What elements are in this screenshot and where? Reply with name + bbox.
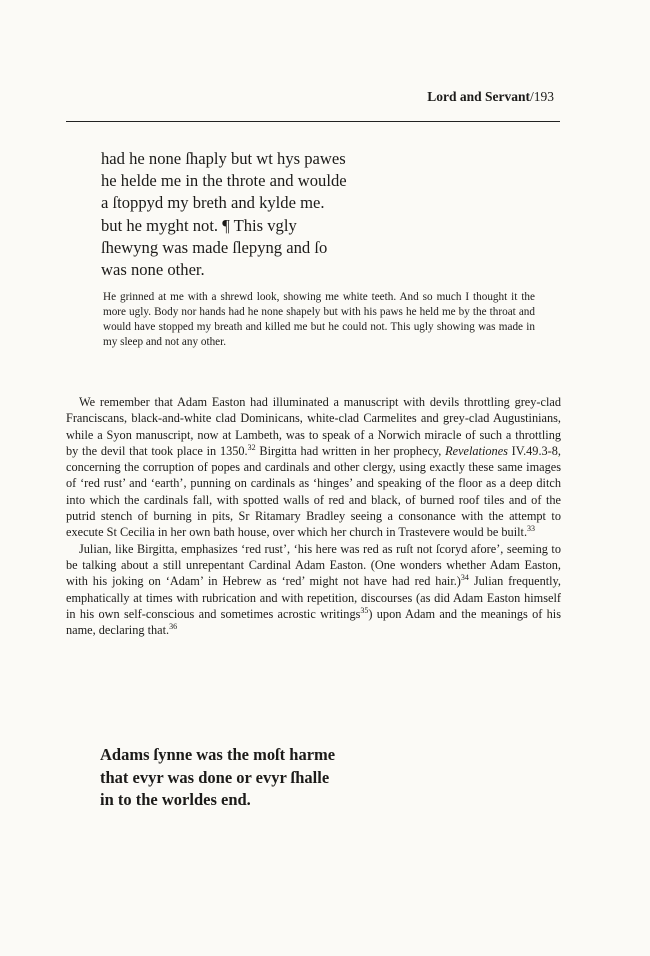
text-run: We remember that Adam Easton had illuminated a manuscript with devils throttling grey-clad Franciscans, black-and-white clad Dominicans, white-clad Carmelites and grey-clad Augustinians, while a Syon manuscript, now at Lambeth, was to speak of a Norwich miracle of such a throttling by the devil that took place in 1350. xyxy=(66,395,561,458)
quote-line: in to the worldes end. xyxy=(100,790,251,809)
paragraph xyxy=(66,541,561,639)
quote-line: he helde me in the throte and woulde xyxy=(101,171,347,191)
quote-line: but he myght not. ¶ This vgly xyxy=(101,215,297,235)
text-run: Birgitta had written in her prophecy, xyxy=(255,443,446,458)
bold-middle-english-quote xyxy=(100,744,520,812)
running-head xyxy=(427,89,554,105)
quote-line: ſhewyng was made ſlepyng and ſo xyxy=(101,237,328,257)
text-run: IV.49.3-8, concerning the corruption of popes and cardinals and other clergy, using exactly these same images of ‘red rust’ and ‘earth’, punning on cardinals as ‘hinges’ and speaking of the floor as a deep ditch into which the cardinals fall, with spotted walls of red and black, of burned roof tiles and of the putrid stench of burning in pits, Sr Ritamary Bradley seeing a consonance with the attempt to execute St Cecilia in her own bath house, over which her church in Trastevere would be built. xyxy=(66,443,561,540)
quote-line: had he none ſhaply but wt hys pawes xyxy=(101,149,346,168)
header-rule xyxy=(66,121,560,122)
footnote-ref-35: 35 xyxy=(360,605,369,615)
footnote-ref-32: 32 xyxy=(247,442,256,452)
text-run: ) upon Adam and the meanings of his name, declaring that. xyxy=(66,606,561,638)
quote-line: Adams ſynne was the moſt harme xyxy=(100,745,336,764)
middle-english-quote xyxy=(101,148,481,281)
text-run: Julian, like Birgitta, emphasizes ‘red rust’, ‘his here was red as ruſt not ſcoryd afore’, seeming to be talking about a still unrepentant Cardinal Adam Easton. (One wonders whether Adam Easton, with his joking on ‘Adam’ in Hebrew as ‘red’ might not have had red hair.) xyxy=(66,541,561,589)
footnote-ref-34: 34 xyxy=(460,573,469,583)
page-number: /193 xyxy=(529,89,554,104)
modern-translation: He grinned at me with a shrewd look, showing me white teeth. And so much I thought it the more ugly. Body nor hands had he none shapely but with his paws he held me by the throat and would have stopped my breath and killed me but he could not. This ugly showing was made in my sleep and not any other. xyxy=(103,291,535,348)
quote-line: was none other. xyxy=(101,260,205,280)
paragraph xyxy=(66,394,561,541)
italic-title: Revelationes xyxy=(445,443,508,458)
footnote-ref-36: 36 xyxy=(169,622,178,632)
quote-line: a ſtoppyd my breth and kylde me. xyxy=(101,193,325,213)
running-head-title: Lord and Servant xyxy=(427,89,530,104)
text-run: Julian frequently, emphatically at times with rubrication and with repetition, discourses (as did Adam Easton himself in his own self-conscious and sometimes acrostic writings xyxy=(66,574,561,621)
quote-line: that evyr was done or evyr ſhalle xyxy=(100,767,330,787)
footnote-ref-33: 33 xyxy=(527,524,536,534)
body-text xyxy=(66,394,561,638)
